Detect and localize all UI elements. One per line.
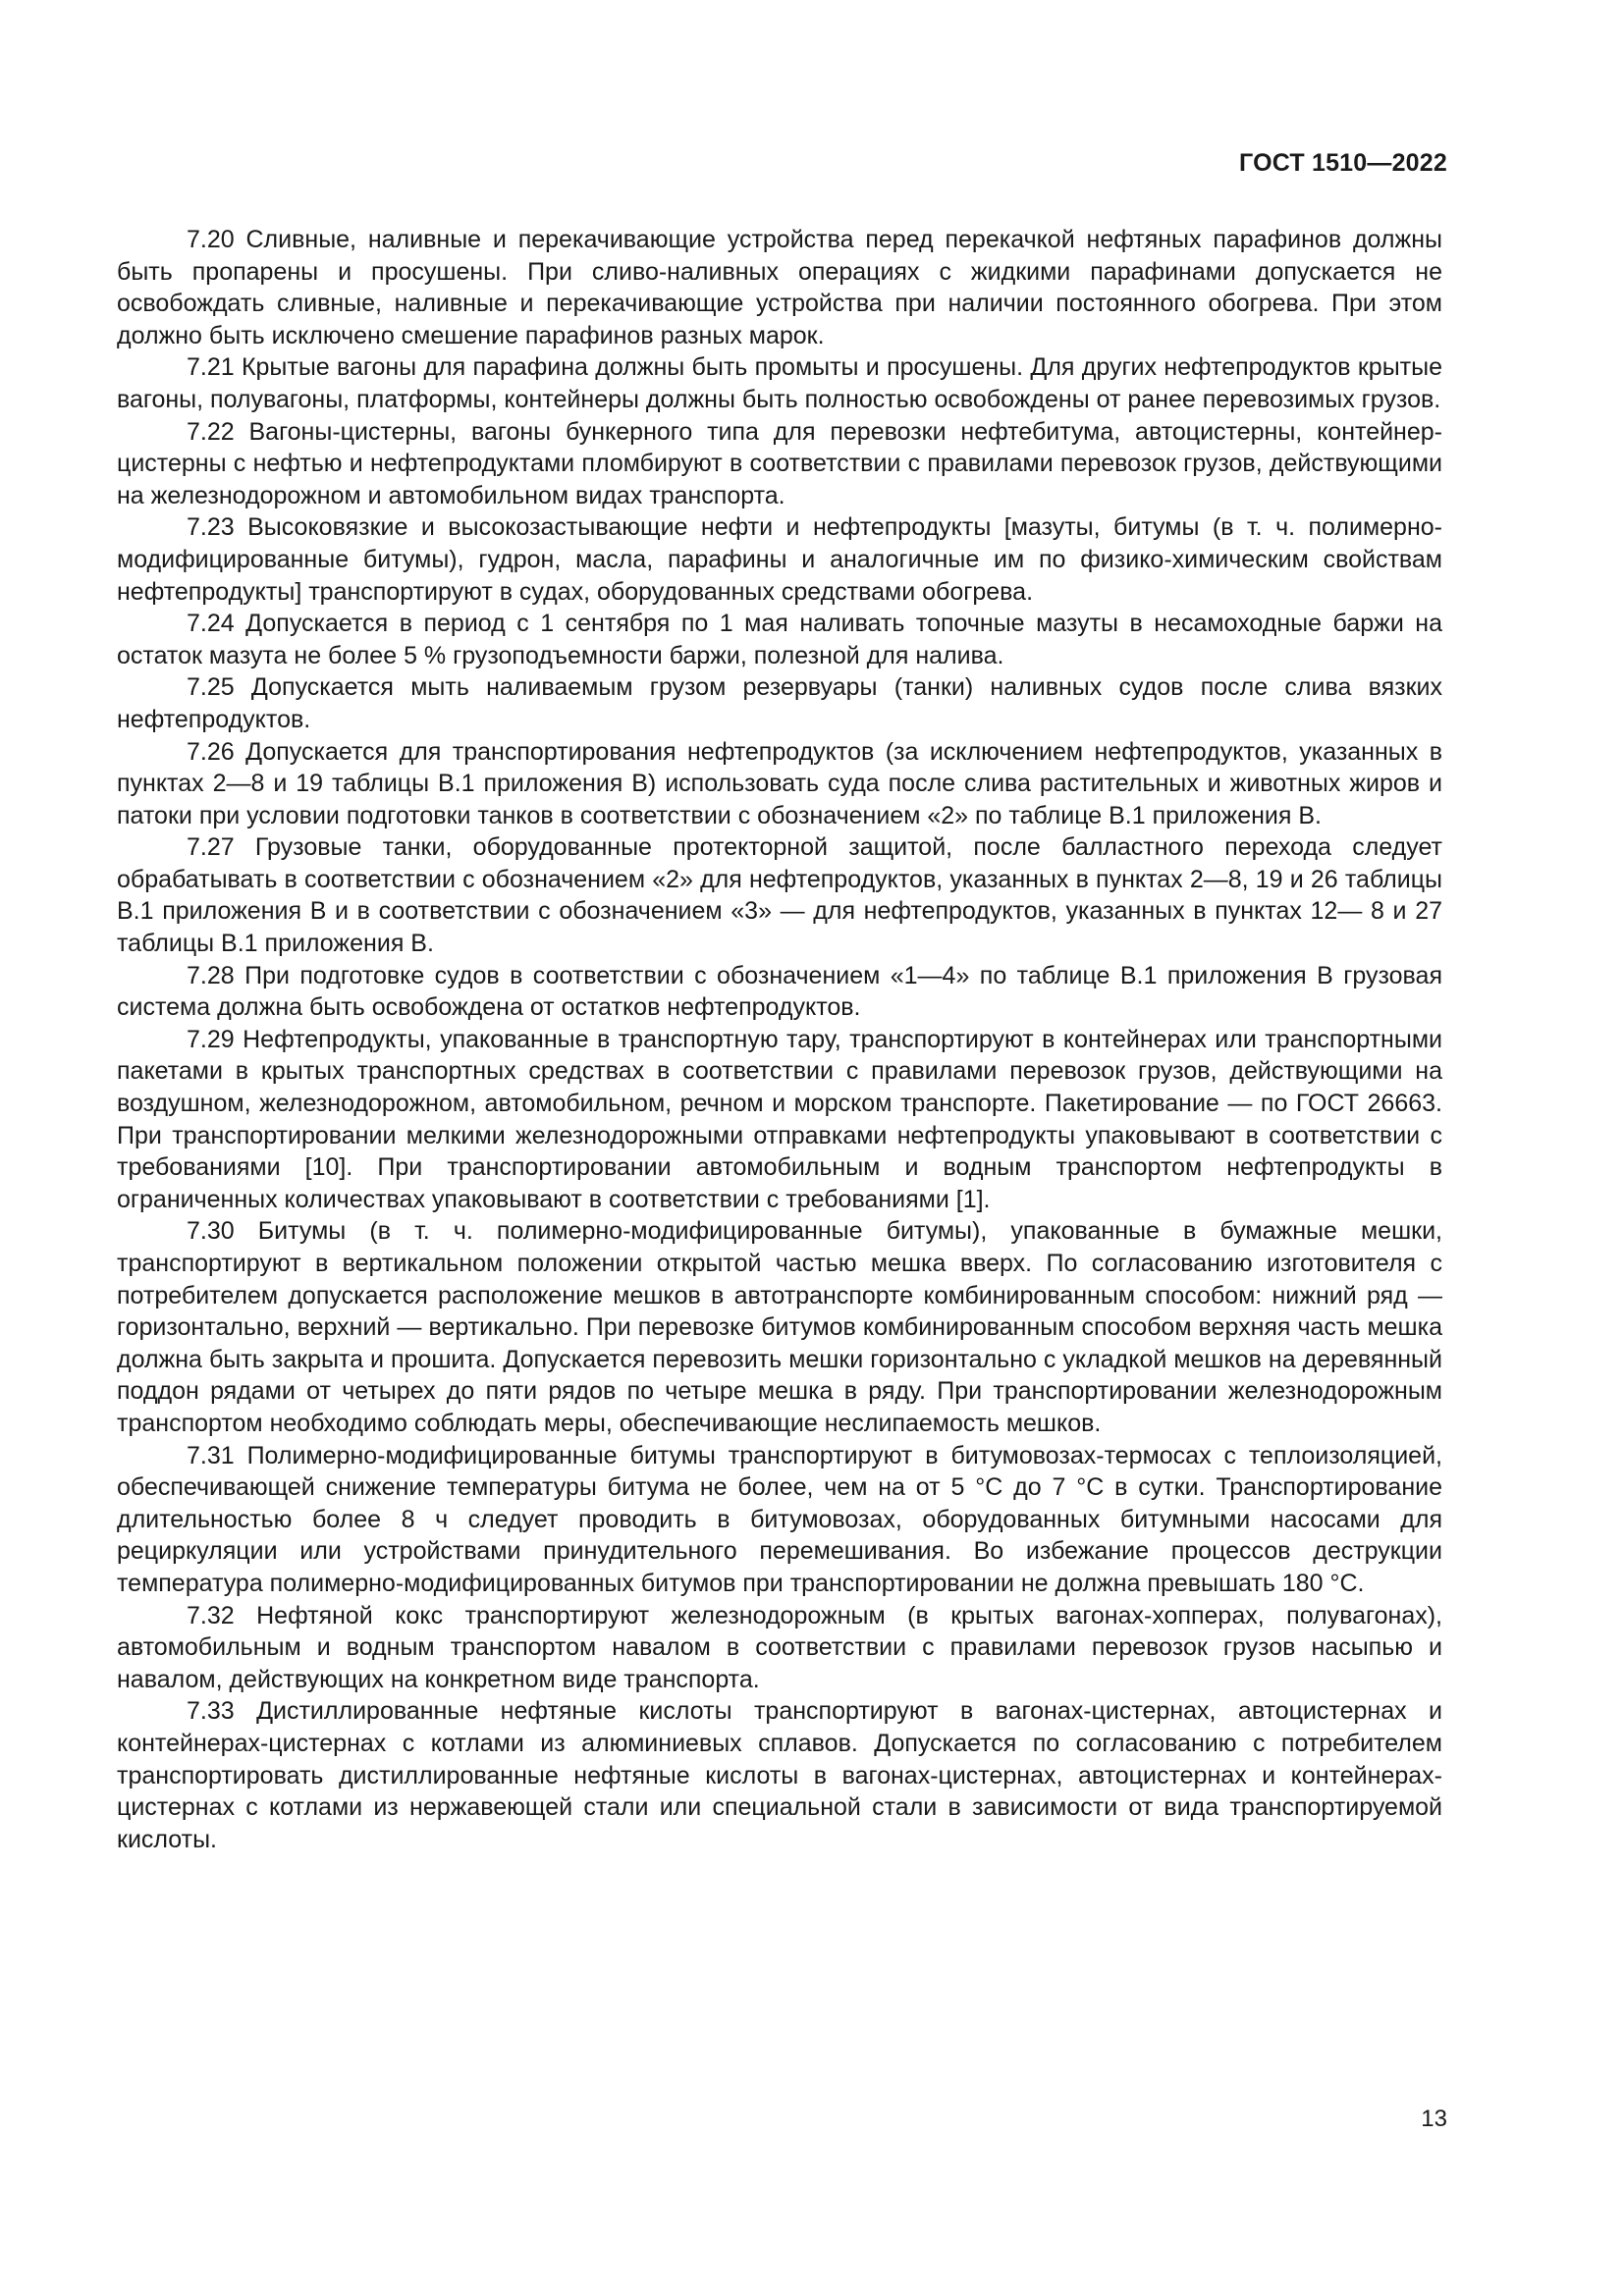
paragraph-7-28: 7.28 При подготовке судов в соответствии с обозначением «1—4» по таблице В.1 приложения В грузовая система должна быть освобождена от остатков нефтепродуктов. <box>117 961 1442 1022</box>
paragraph-7-23: 7.23 Высоковязкие и высокозастывающие нефти и нефтепродукты [мазуты, битумы (в т. ч. полимерно-модифицированные битумы), гудрон, масла, парафины и аналогичные им по физико-химическим свойствам нефтепродукты] транспортируют в судах, оборудованных средствами обогрева. <box>117 513 1442 606</box>
paragraph-7-27: 7.27 Грузовые танки, оборудованные протекторной защитой, после балластного перехода следует обрабатывать в соответствии с обозначением «2» для нефтепродуктов, указанных в пунктах 2—8, 19 и 26 таблицы В.1 приложения В и в соответствии с обозначением «3» — для нефтепродуктов, указанных в пунктах 12— 8 и 27 таблицы В.1 приложения В. <box>117 833 1442 958</box>
document-header: ГОСТ 1510—2022 <box>1239 149 1447 177</box>
paragraph-7-31: 7.31 Полимерно-модифицированные битумы транспортируют в битумовозах-термосах с теплоизоляцией, обеспечивающей снижение температуры битума не более, чем на от 5 °С до 7 °С в сутки. Транспортирование длительностью более 8 ч следует проводить в битумовозах, оборудованных битумными насосами для рециркуляции или устройствами принудительного перемешивания. Во избежание процессов деструкции температура полимерно-модифицированных битумов при транспортировании не должна превышать 180 °С. <box>117 1441 1442 1597</box>
paragraph-7-21: 7.21 Крытые вагоны для парафина должны быть промыты и просушены. Для других нефтепродуктов крытые вагоны, полувагоны, платформы, контейнеры должны быть полностью освобождены от ранее перевозимых грузов. <box>117 353 1442 413</box>
paragraph-7-25: 7.25 Допускается мыть наливаемым грузом резервуары (танки) наливных судов после слива вязких нефтепродуктов. <box>117 673 1442 733</box>
paragraph-7-26: 7.26 Допускается для транспортирования нефтепродуктов (за исключением нефтепродуктов, указанных в пунктах 2—8 и 19 таблицы В.1 приложения В) использовать суда после слива растительных и животных жиров и патоки при условии подготовки танков в соответствии с обозначением «2» по таблице В.1 приложения В. <box>117 737 1442 829</box>
page-number: 13 <box>1421 2106 1447 2132</box>
paragraph-7-33: 7.33 Дистиллированные нефтяные кислоты транспортируют в вагонах-цистернах, автоцистернах и контейнерах-цистернах с котлами из алюминиевых сплавов. Допускается по согласованию с потребителем транспортировать дистиллированные нефтяные кислоты в вагонах-цистернах, автоцистернах и контейнерах-цистернах с котлами из нержавеющей стали или специальной стали в зависимости от вида транспортируемой кислоты. <box>117 1697 1442 1853</box>
paragraph-7-20: 7.20 Сливные, наливные и перекачивающие устройства перед перекачкой нефтяных парафинов должны быть пропарены и просушены. При сливо-наливных операциях с жидкими парафинами допускается не освобождать сливные, наливные и перекачивающие устройства при наличии постоянного обогрева. При этом должно быть исключено смешение парафинов разных марок. <box>117 226 1442 349</box>
paragraph-7-22: 7.22 Вагоны-цистерны, вагоны бункерного типа для перевозки нефтебитума, автоцистерны, контейнер-цистерны с нефтью и нефтепродуктами пломбируют в соответствии с правилами перевозок грузов, действующими на железнодорожном и автомобильном видах транспорта. <box>117 417 1442 509</box>
document-body <box>117 224 1442 1855</box>
paragraph-7-30: 7.30 Битумы (в т. ч. полимерно-модифицированные битумы), упакованные в бумажные мешки, транспортируют в вертикальном положении открытой частью мешка вверх. По согласованию изготовителя с потребителем допускается расположение мешков в автотранспорте комбинированным способом: нижний ряд — горизонтально, верхний — вертикально. При перевозке битумов комбинированным способом верхняя часть мешка должна быть закрыта и прошита. Допускается перевозить мешки горизонтально с укладкой мешков на деревянный поддон рядами от четырех до пяти рядов по четыре мешка в ряду. При транспортировании железнодорожным транспортом необходимо соблюдать меры, обеспечивающие неслипаемость мешков. <box>117 1217 1442 1437</box>
paragraph-7-32: 7.32 Нефтяной кокс транспортируют железнодорожным (в крытых вагонах-хопперах, полувагонах), автомобильным и водным транспортом навалом в соответствии с правилами перевозок грузов насыпью и навалом, действующих на конкретном виде транспорта. <box>117 1601 1442 1693</box>
paragraph-7-24: 7.24 Допускается в период с 1 сентября по 1 мая наливать топочные мазуты в несамоходные баржи на остаток мазута не более 5 % грузоподъемности баржи, полезной для налива. <box>117 610 1442 669</box>
paragraph-7-29: 7.29 Нефтепродукты, упакованные в транспортную тару, транспортируют в контейнерах или транспортными пакетами в крытых транспортных средствах в соответствии с правилами перевозок грузов, действующими на воздушном, железнодорожном, автомобильном, речном и морском транспорте. Пакетирование — по ГОСТ 26663. При транспортировании мелкими железнодорожными отправками нефтепродукты упаковывают в соответствии с требованиями [10]. При транспортировании автомобильным и водным транспортом нефтепродукты в ограниченных количествах упаковывают в соответствии с требованиями [1]. <box>117 1025 1442 1213</box>
